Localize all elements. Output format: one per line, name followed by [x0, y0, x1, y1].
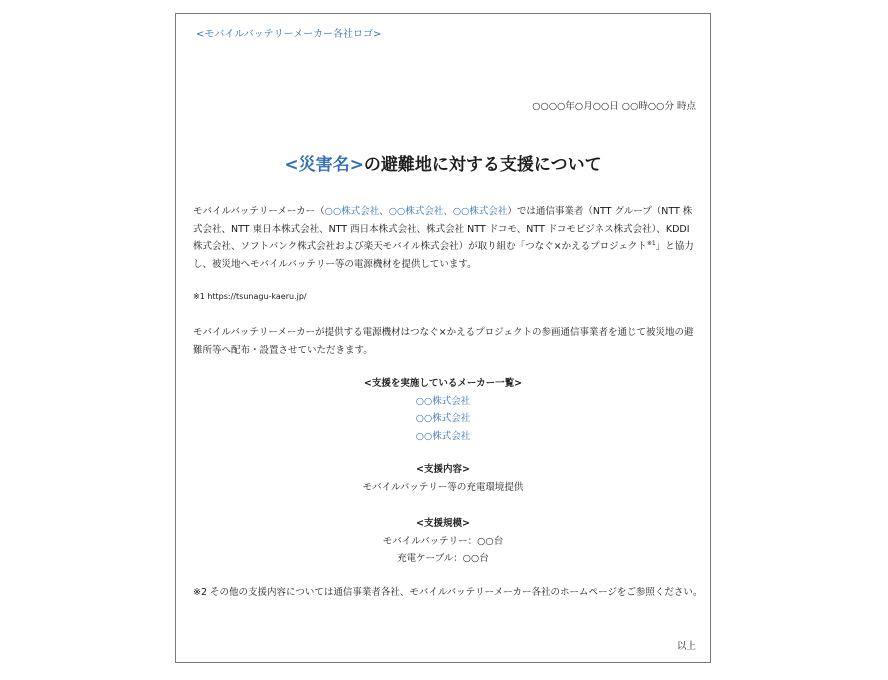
disaster-name: <災害名> — [284, 155, 364, 175]
maker-list-item: ○○株式会社 — [415, 430, 471, 442]
support-scale-line: 充電ケーブル：○○台 — [397, 553, 489, 564]
support-scale-heading: <支援規模> — [416, 518, 470, 529]
footnote-1: ※1 https://tsunagu-kaeru.jp/ — [193, 292, 307, 301]
support-scale-line: モバイルバッテリー：○○台 — [382, 535, 504, 547]
maker-list-item: ○○株式会社 — [415, 413, 471, 424]
intro-paragraph — [193, 203, 698, 273]
intro-tail: 」と協力し、被災地へモバイルバッテリー等の電源機材を提供しています。 — [193, 241, 694, 270]
support-scale-section — [176, 515, 710, 568]
as-of-datetime: ○○○○年○月○○日 ○○時○○分 時点 — [532, 101, 696, 112]
document-page — [175, 13, 711, 663]
support-content-section — [176, 461, 710, 496]
support-content-heading: <支援内容> — [416, 464, 470, 475]
intro-lead: モバイルバッテリーメーカー（ — [193, 206, 325, 217]
maker-list-section — [176, 375, 710, 445]
maker-list-item: ○○株式会社 — [415, 395, 471, 407]
intro-companies: ○○株式会社、○○株式会社、○○株式会社 — [324, 206, 508, 217]
footnote-ref-1: ※1 — [646, 239, 656, 247]
support-content-text: モバイルバッテリー等の充電環境提供 — [362, 481, 524, 493]
closing-mark: 以上 — [676, 641, 696, 652]
intro-mid: ）では通信事業者（NTT グループ（NTT 株式会社、NTT 東日本株式会社、NTT 西日本株式会社、株式会社 NTT ドコモ、NTT ドコモビジネス株式会社）、KDDI 株式会社、ソフトバンク株式会社および楽天モバイル株式会社）が取り組む「つなぐ×かえるプロジェクト — [193, 206, 693, 252]
page-title — [176, 153, 710, 177]
maker-logo-placeholder: <モバイルバッテリーメーカー各社ロゴ> — [196, 29, 382, 40]
maker-list-heading: <支援を実施しているメーカー一覧> — [363, 378, 523, 389]
footnote-2: ※2 その他の支援内容については通信事業者各社、モバイルバッテリーメーカー各社のホームページをご参照ください。 — [193, 587, 703, 598]
distribution-paragraph: モバイルバッテリーメーカーが提供する電源機材はつなぐ×かえるプロジェクトの参画通信事業者を通じて被災地の避難所等へ配布・設置させていただきます。 — [193, 327, 694, 356]
title-rest: の避難地に対する支援について — [363, 155, 602, 175]
